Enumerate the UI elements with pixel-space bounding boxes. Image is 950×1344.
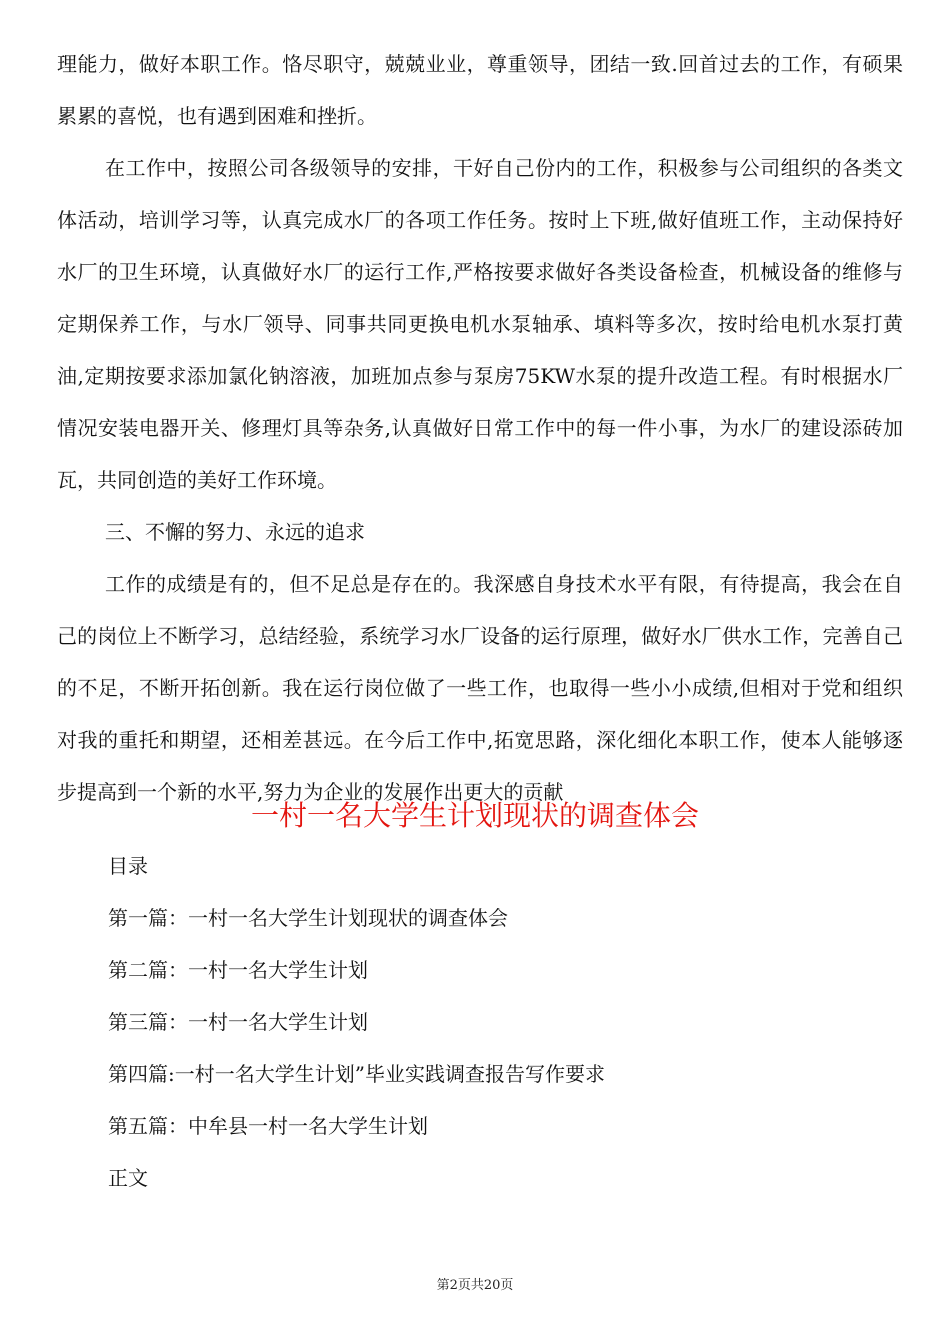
toc-item: 第二篇：一村一名大学生计划 [108, 958, 368, 982]
paragraph-1: 理能力，做好本职工作。恪尽职守，兢兢业业，尊重领导，团结一致.回首过去的工作，有硕果累累的喜悦，也有遇到困难和挫折。 [57, 52, 903, 128]
toc-item: 第一篇：一村一名大学生计划现状的调查体会 [108, 906, 508, 930]
paragraph-3: 工作的成绩是有的，但不足总是存在的。我深感自身技术水平有限，有待提高，我会在自己的岗位上不断学习，总结经验，系统学习水厂设备的运行原理，做好水厂供水工作，完善自己的不足，不断开拓创新。我在运行岗位做了一些工作，也取得一些小小成绩,但相对于党和组织对我的重托和期望，还相差甚远。在今后工作中,拓宽思路，深化细化本职工作，使本人能够逐步提高到一个新的水平,努力为企业的发展作出更大的贡献 [57, 572, 903, 804]
body-label: 正文 [108, 1166, 148, 1190]
toc-item: 第三篇：一村一名大学生计划 [108, 1010, 368, 1034]
document-title: 一村一名大学生计划现状的调查体会 [250, 799, 699, 832]
toc-item: 第五篇：中牟县一村一名大学生计划 [108, 1114, 428, 1138]
toc-item: 第四篇:一村一名大学生计划”毕业实践调查报告写作要求 [108, 1062, 605, 1086]
toc-heading: 目录 [108, 854, 148, 878]
table-of-contents [108, 840, 908, 1204]
paragraph-2: 在工作中，按照公司各级领导的安排，干好自己份内的工作，积极参与公司组织的各类文体活动，培训学习等，认真完成水厂的各项工作任务。按时上下班,做好值班工作，主动保持好水厂的卫生环境，认真做好水厂的运行工作,严格按要求做好各类设备检查，机械设备的维修与定期保养工作，与水厂领导、同事共同更换电机水泵轴承、填料等多次，按时给电机水泵打黄油,定期按要求添加氯化钠溶液，加班加点参与泵房75KW水泵的提升改造工程。有时根据水厂情况安装电器开关、修理灯具等杂务,认真做好日常工作中的每一件小事，为水厂的建设添砖加瓦，共同创造的美好工作环境。 [57, 156, 903, 492]
section-heading: 三、不懈的努力、永远的追求 [105, 520, 365, 544]
page-footer: 第2页共20页 [436, 1278, 514, 1293]
body-text [57, 38, 903, 818]
